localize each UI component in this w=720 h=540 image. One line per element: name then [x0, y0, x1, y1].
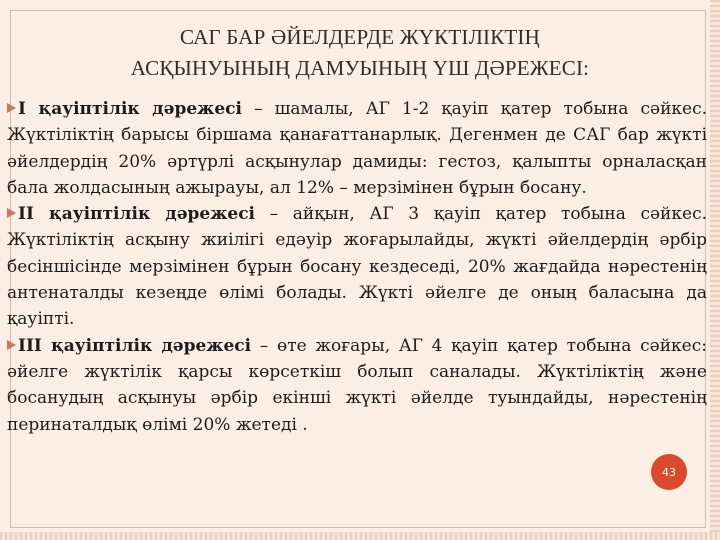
slide-title — [20, 22, 700, 84]
bullet-paragraph-level-2 — [7, 201, 707, 332]
risk-level-3-label: ІІІ қауіптілік дәрежесі — [18, 335, 252, 356]
bullet-paragraph-level-1 — [7, 96, 707, 201]
slide-title-line-1: САГ БАР ӘЙЕЛДЕРДЕ ЖҮКТІЛІКТІҢ — [179, 25, 540, 49]
triangle-bullet-icon — [7, 103, 16, 113]
risk-level-1-label: І қауіптілік дәрежесі — [18, 99, 242, 119]
risk-level-2-text: – айқын, АГ 3 қауіп қатер тобына сәйкес. Жүктіліктің асқыну жиілігі едәуір жоғарылайды, жүкті әйелдердің әрбір бесіншісінде мерзімінен бұрын босану кездеседі, 20% жағдайда нәрестенің антенаталды кезеңде өлімі болады. Жүкті әйелге де оның баласына да қауіпті. — [7, 204, 707, 330]
decorative-edge-bottom — [0, 532, 720, 540]
risk-level-3-text: – өте жоғары, АГ 4 қауіп қатер тобына сәйкес: әйелге жүктілік қарсы көрсеткіш болып саналады. Жүктіліктің және босанудың асқынуы әрбір екінші жүкті әйелде туындайды, нәрестенің перинаталдық өлімі 20% жетеді . — [7, 335, 707, 435]
bullet-paragraph-level-3 — [7, 333, 707, 438]
page-number-badge: 43 — [651, 454, 687, 490]
slide-title-line-2: АСҚЫНУЫНЫҢ ДАМУЫНЫҢ ҮШ ДӘРЕЖЕСІ: — [130, 56, 590, 80]
risk-level-1-text: – шамалы, АГ 1-2 қауіп қатер тобына сәйкес. Жүктіліктің барысы біршама қанағаттанарлық. Дегенмен де САГ бар жүкті әйелдердің 20% әртүрлі асқынулар дамиды: гестоз, қалыпты орналасқан бала жолдасының ажырауы, ал 12% – мерзімінен бұрын босану. — [7, 99, 708, 198]
slide-body — [7, 96, 707, 438]
triangle-bullet-icon — [7, 340, 16, 350]
triangle-bullet-icon — [7, 208, 16, 218]
decorative-edge-right — [710, 0, 720, 540]
risk-level-2-label: ІІ қауіптілік дәрежесі — [18, 204, 256, 225]
